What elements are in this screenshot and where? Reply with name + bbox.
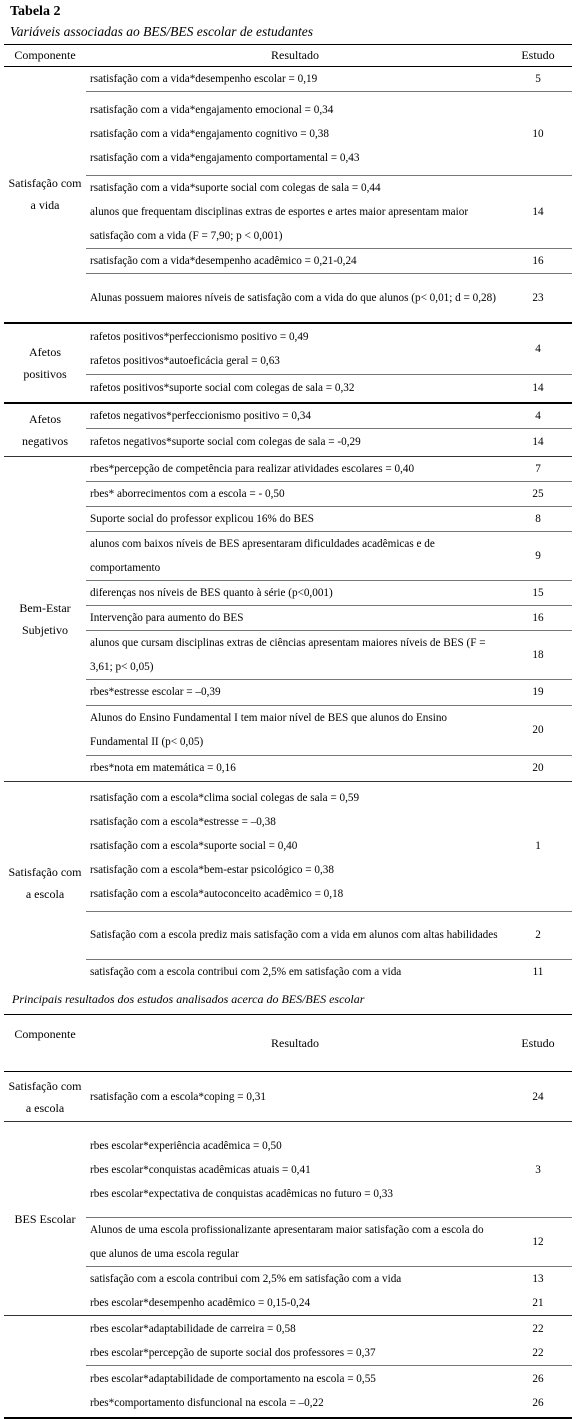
header-resultado: Resultado	[271, 48, 319, 62]
table-row	[4, 679, 572, 705]
result-cell: rafetos positivos*suporte social com colegas de sala = 0,32	[86, 375, 504, 403]
study-cell	[504, 1267, 572, 1316]
table-row	[4, 1218, 572, 1267]
table-row	[4, 705, 572, 755]
table-subtitle-2: Principais resultados dos estudos analisados acerca do BES/BES escolar	[12, 992, 365, 1006]
result-line: rsatisfação com a escola*autoconceito acadêmico = 0,18	[90, 888, 344, 900]
result-line: rsatisfação com a vida*engajamento cognitivo = 0,38	[90, 127, 329, 140]
result-cell: Alunos de uma escola profissionalizante apresentaram maior satisfação com a escola do que alunos de uma escola regular	[86, 1218, 504, 1267]
header-componente: Componente	[14, 1027, 76, 1041]
result-line: rafetos positivos*autoeficácia geral = 0,63	[90, 354, 280, 367]
study-cell: 15	[504, 580, 572, 605]
study-cell: 2	[504, 911, 572, 959]
results-table-1	[4, 44, 572, 984]
table-row	[4, 959, 572, 984]
result-line: rsatisfação com a escola*suporte social = 0,40	[90, 840, 298, 852]
table-title: Tabela 2	[10, 4, 61, 19]
component-cell: BES Escolar	[4, 1122, 86, 1316]
table-row	[4, 176, 572, 249]
result-line: rbes escolar*experiência acadêmica = 0,50	[90, 1139, 282, 1152]
result-cell: Alunos do Ensino Fundamental I tem maior nível de BES que alunos do Ensino Fundamental II (p< 0,05)	[86, 705, 504, 755]
study-cell: 20	[504, 705, 572, 755]
study-cell: 10	[504, 92, 572, 176]
result-cell: alunos com baixos níveis de BES apresentaram dificuldades acadêmicas e de comportamento	[86, 531, 504, 580]
study-cell: 7	[504, 456, 572, 481]
result-cell: Suporte social do professor explicou 16% do BES	[86, 506, 504, 531]
result-cell: rbes*nota em matemática = 0,16	[86, 755, 504, 781]
study-cell: 4	[504, 323, 572, 375]
table-row	[4, 428, 572, 456]
study-line: 21	[532, 1297, 544, 1309]
study-cell: 14	[504, 428, 572, 456]
table-row	[4, 506, 572, 531]
table-row	[4, 274, 572, 322]
study-cell: 16	[504, 249, 572, 274]
table-subtitle: Variáveis associadas ao BES/BES escolar de estudantes	[10, 24, 313, 39]
table-row	[4, 1122, 572, 1218]
study-cell: 14	[504, 375, 572, 403]
study-cell	[504, 1316, 572, 1366]
result-line: rbes escolar*desempenho acadêmico = 0,15-0,24	[90, 1297, 311, 1309]
result-cell: rbes* aborrecimentos com a escola = - 0,50	[86, 481, 504, 506]
result-line: rsatisfação com a vida*suporte social com colegas de sala = 0,44	[90, 182, 381, 194]
table-row	[4, 755, 572, 781]
result-cell	[86, 323, 504, 375]
result-line: rbes escolar*adaptabilidade de comportamento na escola = 0,55	[90, 1373, 376, 1386]
table-row	[4, 1316, 572, 1366]
study-cell	[504, 1366, 572, 1418]
result-line: rbes*comportamento disfuncional na escola = –0,22	[90, 1397, 324, 1410]
table-row	[4, 531, 572, 580]
result-cell: satisfação com a escola contribui com 2,5% em satisfação com a vida	[86, 959, 504, 984]
table-row	[4, 1366, 572, 1418]
result-line: satisfação com a escola contribui com 2,5% em satisfação com a vida	[90, 1273, 402, 1285]
result-cell: rsatisfação com a vida*desempenho escolar = 0,19	[90, 73, 318, 85]
result-cell	[86, 1122, 504, 1218]
study-line: 22	[532, 1322, 544, 1335]
header-estudo: Estudo	[521, 48, 555, 62]
component-cell: Satisfação com a escola	[4, 781, 86, 984]
header-row	[4, 1015, 572, 1072]
component-cell: Afetos negativos	[4, 403, 86, 457]
table-row	[4, 481, 572, 506]
result-cell: rafetos negativos*suporte social com colegas de sala = -0,29	[86, 428, 504, 456]
result-line: rsatisfação com a escola*clima social colegas de sala = 0,59	[90, 792, 360, 804]
component-cell: Afetos positivos	[4, 323, 86, 403]
table-row	[4, 580, 572, 605]
result-cell: rsatisfação com a escola*coping = 0,31	[90, 1090, 266, 1103]
study-cell: 23	[504, 274, 572, 322]
table-row	[4, 403, 572, 429]
table-row	[4, 92, 572, 176]
result-cell: rbes*percepção de competência para realizar atividades escolares = 0,40	[86, 456, 504, 481]
result-cell: Intervenção para aumento do BES	[86, 605, 504, 630]
result-cell: rbes*estresse escolar = –0,39	[86, 679, 504, 705]
table-row	[4, 630, 572, 679]
component-cell: Bem-Estar Subjetivo	[4, 456, 86, 781]
table-row	[4, 1072, 572, 1122]
header-resultado: Resultado	[271, 1035, 319, 1050]
study-cell: 19	[504, 679, 572, 705]
result-cell: Satisfação com a escola prediz mais satisfação com a vida em alunos com altas habilidades	[86, 911, 504, 959]
study-line: 26	[532, 1397, 544, 1410]
study-cell: 14	[504, 176, 572, 249]
study-cell: 16	[504, 605, 572, 630]
table-row	[4, 249, 572, 274]
table-row	[4, 375, 572, 403]
table-row	[4, 911, 572, 959]
study-cell: 18	[504, 630, 572, 679]
result-line: rbes escolar*expectativa de conquistas acadêmicas no futuro = 0,33	[90, 1187, 393, 1200]
result-line: rbes escolar*percepção de suporte social dos professores = 0,37	[90, 1346, 376, 1359]
study-cell: 4	[504, 403, 572, 429]
study-cell: 12	[504, 1218, 572, 1267]
result-line: rbes escolar*adaptabilidade de carreira = 0,58	[90, 1322, 296, 1335]
result-cell	[86, 92, 504, 176]
result-line: rsatisfação com a vida*engajamento comportamental = 0,43	[90, 151, 360, 164]
study-cell: 9	[504, 531, 572, 580]
result-line: rsatisfação com a vida*engajamento emocional = 0,34	[90, 103, 334, 116]
result-cell: rsatisfação com a vida*desempenho acadêmico = 0,21-0,24	[86, 249, 504, 274]
study-line: 22	[532, 1346, 544, 1359]
study-cell: 1	[504, 781, 572, 911]
study-line: 13	[532, 1273, 544, 1285]
component-cell: Satisfação com a vida	[8, 176, 82, 213]
table-row	[4, 323, 572, 375]
table-row	[4, 456, 572, 481]
table-row	[4, 67, 572, 92]
result-cell	[86, 1316, 504, 1366]
study-cell: 25	[504, 481, 572, 506]
study-cell: 20	[504, 755, 572, 781]
results-table-2	[4, 1014, 572, 1419]
component-cell: Satisfação com a escola	[8, 1078, 82, 1115]
result-line: rafetos positivos*perfeccionismo positivo = 0,49	[90, 330, 309, 343]
table-row	[4, 605, 572, 630]
header-componente: Componente	[14, 48, 76, 62]
table-row	[4, 781, 572, 911]
result-cell: Alunas possuem maiores níveis de satisfação com a vida do que alunos (p< 0,01; d = 0,28)	[86, 274, 504, 322]
study-cell: 5	[535, 73, 541, 85]
study-cell: 3	[504, 1122, 572, 1218]
study-cell: 24	[532, 1090, 544, 1103]
table-row	[4, 1267, 572, 1316]
result-line: alunos que frequentam disciplinas extras de esportes e artes maior apresentam maior satisfação com a vida (F = 7,90; p < 0,001)	[90, 206, 469, 242]
result-line: rsatisfação com a escola*estresse = –0,38	[90, 816, 276, 828]
result-cell	[86, 176, 504, 249]
study-line: 26	[532, 1373, 544, 1386]
result-cell	[86, 781, 504, 911]
result-line: rsatisfação com a escola*bem-estar psicológico = 0,38	[90, 864, 334, 876]
result-cell	[86, 1366, 504, 1418]
component-cell	[4, 1316, 86, 1418]
study-cell: 11	[504, 959, 572, 984]
header-row	[4, 45, 572, 67]
result-cell: rafetos negativos*perfeccionismo positivo = 0,34	[86, 403, 504, 429]
result-line: rbes escolar*conquistas acadêmicas atuais = 0,41	[90, 1163, 311, 1176]
header-estudo: Estudo	[521, 1035, 555, 1050]
study-cell: 8	[504, 506, 572, 531]
result-cell: diferenças nos níveis de BES quanto à série (p<0,001)	[86, 580, 504, 605]
result-cell	[86, 1267, 504, 1316]
result-cell: alunos que cursam disciplinas extras de ciências apresentam maiores níveis de BES (F = 3,61; p< 0,05)	[86, 630, 504, 679]
